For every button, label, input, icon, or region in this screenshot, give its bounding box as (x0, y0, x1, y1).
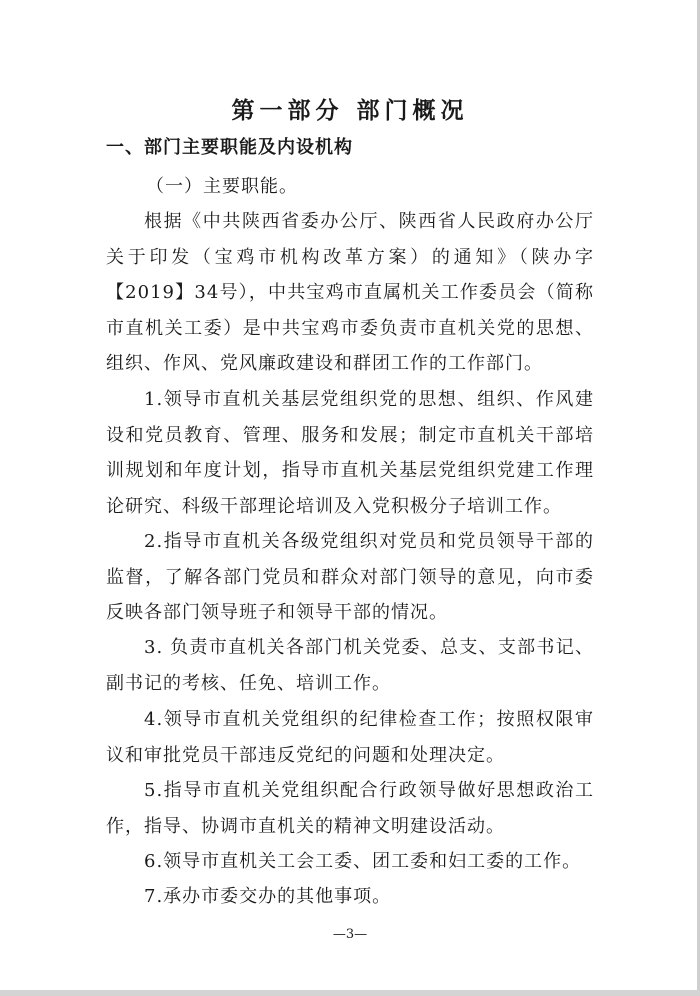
page-bottom-edge (0, 990, 700, 996)
subsection-heading: （一）主要职能。 (146, 176, 298, 197)
duty-paragraph-2: 2.指导市直机关各级党组织对党员和党员领导干部的监督，了解各部门党员和群众对部门领导的意见，向市委反映各部门领导班子和领导干部的情况。 (106, 531, 594, 623)
duty-paragraph-5: 5.指导市直机关党组织配合行政领导做好思想政治工作，指导、协调市直机关的精神文明建设活动。 (106, 780, 594, 837)
duty-paragraph-4: 4.领导市直机关党组织的纪律检查工作；按照权限审议和审批党员干部违反党纪的问题和处理决定。 (106, 709, 594, 766)
duty-paragraph-7: 7.承办市委交办的其他事项。 (144, 886, 392, 907)
duty-paragraph-6: 6.领导市直机关工会工委、团工委和妇工委的工作。 (144, 851, 582, 872)
page-number: —3— (332, 927, 368, 942)
duty-paragraph-3: 3. 负责市直机关各部门机关党委、总支、支部书记、副书记的考核、任免、培训工作。 (106, 637, 594, 694)
section-heading: 一、部门主要职能及内设机构 (106, 137, 353, 158)
intro-paragraph: 根据《中共陕西省委办公厅、陕西省人民政府办公厅关于印发（宝鸡市机构改革方案）的通知》（陕办字【2019】34号），中共宝鸡市直属机关工作委员会（简称市直机关工委）是中共宝鸡市委负责市直机关党的思想、组织、作风、党风廉政建设和群团工作的工作部门。 (106, 211, 594, 374)
page-title: 第一部分 部门概况 (231, 97, 469, 124)
duty-paragraph-1: 1.领导市直机关基层党组织党的思想、组织、作风建设和党员教育、管理、服务和发展；制定市直机关干部培训规划和年度计划，指导市直机关基层党组织党建工作理论研究、科级干部理论培训及入党积极分子培训工作。 (106, 389, 594, 517)
